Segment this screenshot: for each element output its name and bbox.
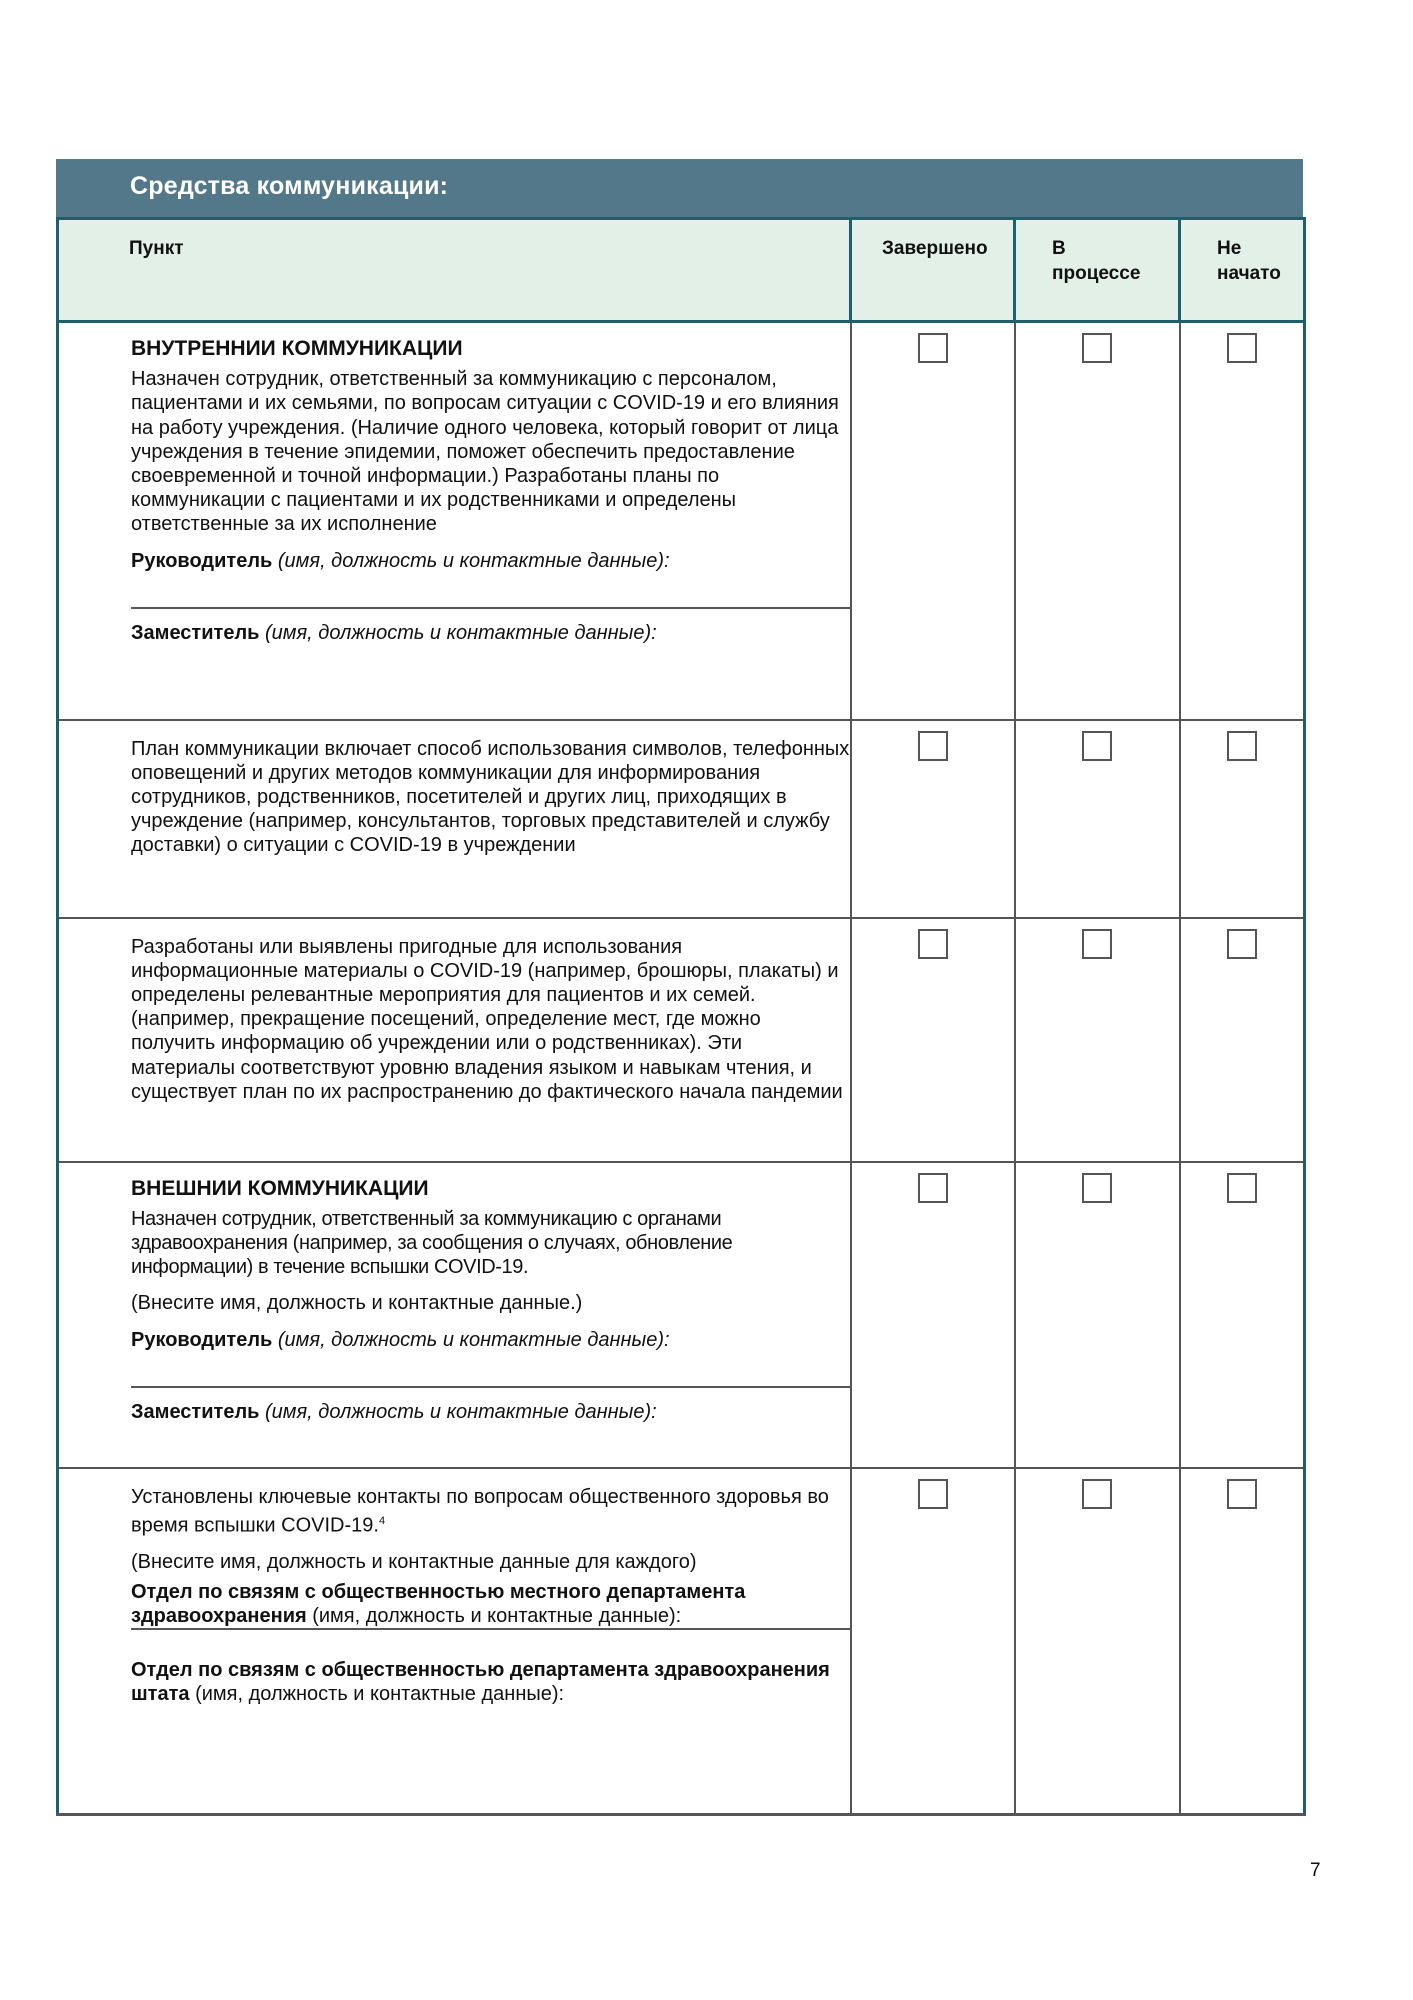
table-row	[58, 720, 1305, 918]
table-header-row	[58, 219, 1305, 322]
checkbox-not-started[interactable]	[1227, 333, 1257, 363]
checkbox-done[interactable]	[918, 929, 948, 959]
checkbox-in-progress[interactable]	[1082, 1479, 1112, 1509]
page-number: 7	[1310, 1860, 1321, 1881]
checklist-table	[56, 217, 1303, 1816]
column-header-in-progress: В процессе	[1015, 219, 1180, 322]
checkbox-done[interactable]	[918, 731, 948, 761]
table-row	[58, 1162, 1305, 1468]
section-title: Средства коммуникации:	[130, 172, 449, 200]
item-text: Назначен сотрудник, ответственный за коммуникацию с персоналом, пациентами и их семьями, по вопросам ситуации с COVID-19 и его влияния на работу учреждения. (Наличие одного человека, который говорит от лица учреждения в течение эпидемии, поможет обеспечить предоставление своевременной и точной информации.) Разработаны планы по коммуникации с пациентами и их родственниками и определены ответственные за их исполнение	[131, 368, 839, 536]
section-heading-internal: ВНУТРЕННИИ КОММУНИКАЦИИ	[131, 337, 463, 360]
deputy-field-label[interactable]: Заместитель (имя, должность и контактные данные):	[131, 621, 657, 644]
checkbox-done[interactable]	[918, 1479, 948, 1509]
item-text: Установлены ключевые контакты по вопросам общественного здоровья во время вспышки COVID-19.$^4$	[131, 1485, 829, 1537]
table-row	[58, 1468, 1305, 1815]
local-dept-input-line[interactable]	[131, 1628, 850, 1630]
local-dept-field-label: Отдел по связям с общественностью местного департамента здравоохранения (имя, должность и контактные данные):	[131, 1580, 746, 1627]
footnote-marker: 4	[378, 1514, 386, 1527]
column-header-item: Пункт	[58, 219, 851, 322]
item-text: Назначен сотрудник, ответственный за коммуникацию с органами здравоохранения (например, за сообщения о случаях, обновление информации) в течение вспышки COVID-19.	[131, 1207, 733, 1279]
table-row	[58, 918, 1305, 1162]
item-cell	[58, 322, 851, 720]
checkbox-not-started[interactable]	[1227, 929, 1257, 959]
item-note: (Внесите имя, должность и контактные данные для каждого)	[131, 1550, 697, 1573]
table-row	[58, 322, 1305, 720]
column-header-done: Завершено	[851, 219, 1015, 322]
column-header-not-started: Не начато	[1180, 219, 1305, 322]
lead-field-label: Руководитель (имя, должность и контактные данные):	[131, 549, 670, 572]
item-cell	[58, 1162, 851, 1468]
section-heading-external: ВНЕШНИИ КОММУНИКАЦИИ	[131, 1176, 429, 1200]
item-cell	[58, 720, 851, 918]
checkbox-not-started[interactable]	[1227, 1173, 1257, 1203]
lead-input-line[interactable]	[131, 1352, 850, 1388]
checkbox-not-started[interactable]	[1227, 731, 1257, 761]
checkbox-not-started[interactable]	[1227, 1479, 1257, 1509]
checkbox-done[interactable]	[918, 333, 948, 363]
lead-field-label: Руководитель (имя, должность и контактные данные):	[131, 1328, 670, 1351]
item-note: (Внесите имя, должность и контактные данные.)	[131, 1292, 583, 1315]
item-text: Разработаны или выявлены пригодные для использования информационные материалы о COVID-19 (например, брошюры, плакаты) и определены релевантные мероприятия для пациентов и их семей. (например, прекращение посещений, определение мест, где можно получить информацию об учреждении или о родственниках). Эти материалы соответствуют уровню владения языком и навыкам чтения, и существует план по их распространению до фактического начала пандемии	[131, 935, 843, 1103]
checkbox-done[interactable]	[918, 1173, 948, 1203]
checkbox-in-progress[interactable]	[1082, 333, 1112, 363]
state-dept-field-label[interactable]: Отдел по связям с общественностью департамента здравоохранения штата (имя, должность и контактные данные):	[131, 1659, 830, 1706]
item-cell	[58, 918, 851, 1162]
lead-input-line[interactable]	[131, 573, 850, 609]
checkbox-in-progress[interactable]	[1082, 1173, 1112, 1203]
item-text: План коммуникации включает способ использования символов, телефонных оповещений и других методов коммуникации для информирования сотрудников, родственников, посетителей и других лиц, приходящих в учреждение (например, консультантов, торговых представителей и службу доставки) о ситуации с COVID-19 в учреждении	[131, 737, 850, 857]
deputy-field-label[interactable]: Заместитель (имя, должность и контактные данные):	[131, 1400, 657, 1423]
section-header-band	[56, 159, 1303, 217]
checkbox-in-progress[interactable]	[1082, 929, 1112, 959]
checkbox-in-progress[interactable]	[1082, 731, 1112, 761]
item-cell	[58, 1468, 851, 1815]
